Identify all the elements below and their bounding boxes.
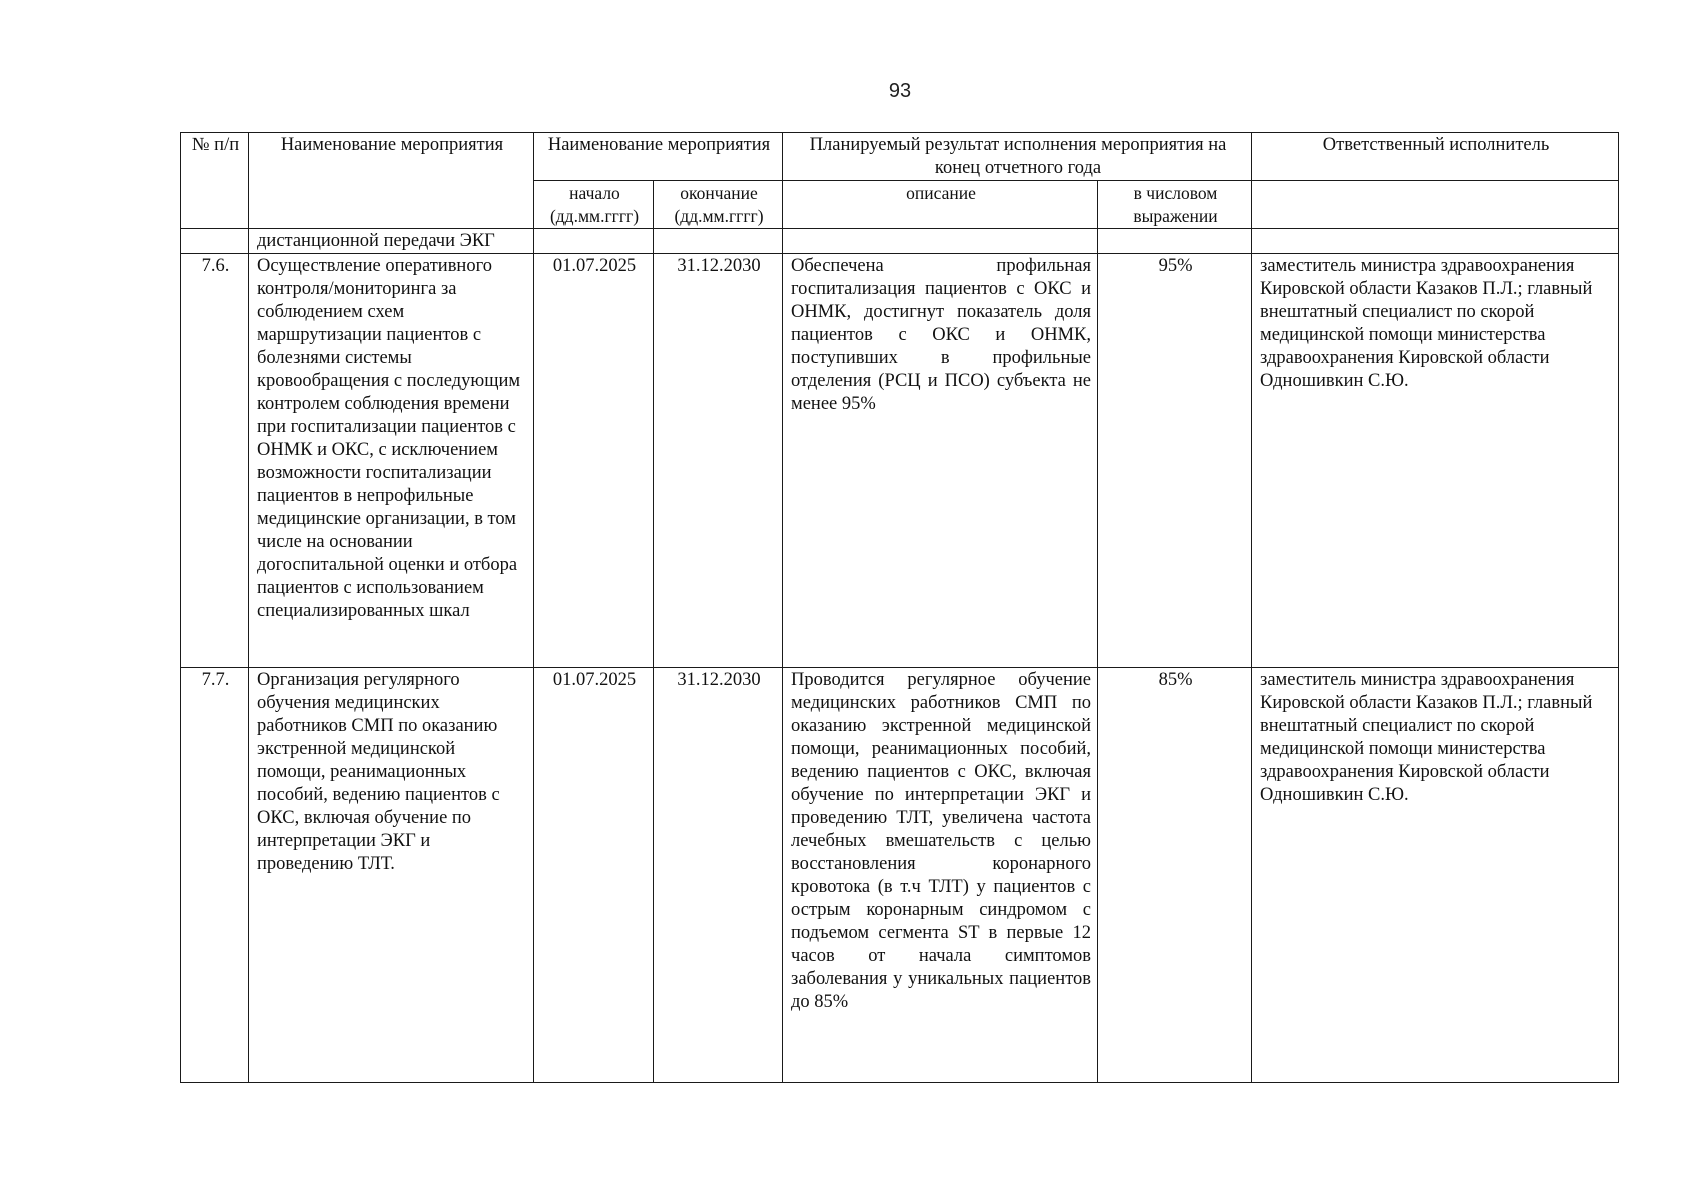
subheader-end: окончание (дд.мм.гггг) bbox=[654, 181, 783, 229]
cont-name: дистанционной передачи ЭКГ bbox=[249, 229, 534, 254]
cont-responsible bbox=[1252, 229, 1619, 254]
continuation-row bbox=[181, 229, 1619, 254]
cont-start bbox=[534, 229, 654, 254]
cont-num bbox=[181, 229, 249, 254]
header-responsible: Ответственный исполнитель bbox=[1252, 133, 1619, 181]
header-result: Планируемый результат исполнения мероприятия на конец отчетного года bbox=[783, 133, 1252, 181]
measures-table bbox=[180, 132, 1619, 1083]
cont-numeric bbox=[1098, 229, 1252, 254]
row-responsible: заместитель министра здравоохранения Кировской области Казаков П.Л.; главный внештатный специалист по скорой медицинской помощи министерства здравоохранения Кировской области Одношивкин С.Ю. bbox=[1252, 254, 1619, 668]
table-row bbox=[181, 668, 1619, 1083]
row-responsible: заместитель министра здравоохранения Кировской области Казаков П.Л.; главный внештатный специалист по скорой медицинской помощи министерства здравоохранения Кировской области Одношивкин С.Ю. bbox=[1252, 668, 1619, 1083]
subheader-start: начало (дд.мм.гггг) bbox=[534, 181, 654, 229]
header-row bbox=[181, 133, 1619, 181]
row-end: 31.12.2030 bbox=[654, 668, 783, 1083]
page-number: 93 bbox=[888, 80, 912, 102]
row-description: Обеспечена профильная госпитализация пациентов с ОКС и ОНМК, достигнут показатель доля пациентов с ОКС и ОНМК, поступивших в профильные отделения (РСЦ и ПСО) субъекта не менее 95% bbox=[783, 254, 1098, 668]
row-end: 31.12.2030 bbox=[654, 254, 783, 668]
row-numeric: 95% bbox=[1098, 254, 1252, 668]
cont-description bbox=[783, 229, 1098, 254]
row-num: 7.6. bbox=[181, 254, 249, 668]
row-description: Проводится регулярное обучение медицинских работников СМП по оказанию экстренной медицинской помощи, реанимационных пособий, ведению пациентов с ОКС, включая обучение по интерпретации ЭКГ и проведению ТЛТ, увеличена частота лечебных вмешательств с целью восстановления коронарного кровотока (в т.ч ТЛТ) у пациентов с острым коронарным синдромом с подъемом сегмента ST в первые 12 часов от начала симптомов заболевания у уникальных пациентов до 85% bbox=[783, 668, 1098, 1083]
row-start: 01.07.2025 bbox=[534, 254, 654, 668]
subheader-description: описание bbox=[783, 181, 1098, 229]
header-period: Наименование мероприятия bbox=[534, 133, 783, 181]
row-numeric: 85% bbox=[1098, 668, 1252, 1083]
row-num: 7.7. bbox=[181, 668, 249, 1083]
row-name: Организация регулярного обучения медицинских работников СМП по оказанию экстренной медицинской помощи, реанимационных пособий, ведению пациентов с ОКС, включая обучение по интерпретации ЭКГ и проведению ТЛТ. bbox=[249, 668, 534, 1083]
header-num: № п/п bbox=[181, 133, 249, 229]
row-name: Осуществление оперативного контроля/мониторинга за соблюдением схем маршрутизации пациентов с болезнями системы кровообращения с последующим контролем соблюдения времени при госпитализации пациентов с ОНМК и ОКС, с исключением возможности госпитализации пациентов в непрофильные медицинские организации, в том числе на основании догоспитальной оценки и отбора пациентов с использованием специализированных шкал bbox=[249, 254, 534, 668]
cont-end bbox=[654, 229, 783, 254]
subheader-numeric: в числовом выражении bbox=[1098, 181, 1252, 229]
header-name: Наименование мероприятия bbox=[249, 133, 534, 229]
table-row bbox=[181, 254, 1619, 668]
subheader-responsible-empty bbox=[1252, 181, 1619, 229]
row-start: 01.07.2025 bbox=[534, 668, 654, 1083]
